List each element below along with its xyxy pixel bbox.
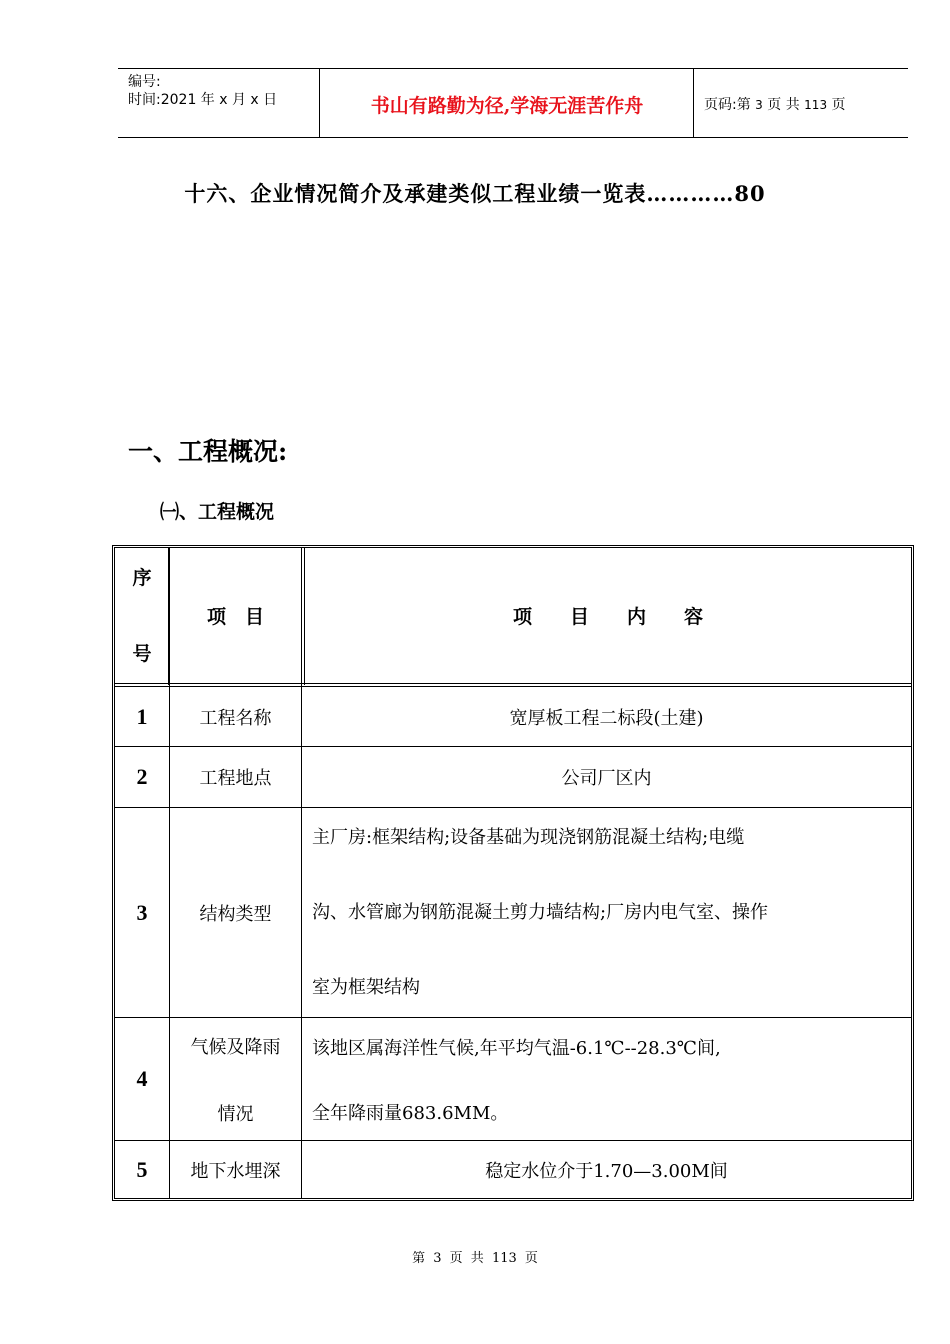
- row-number: 5: [136, 1156, 148, 1182]
- row-content-line: 室为框架结构: [312, 977, 420, 998]
- footer-prefix: 第: [412, 1251, 426, 1266]
- row-content: 稳定水位介于1.70—3.00M间: [485, 1160, 728, 1182]
- table-rule: [115, 1017, 911, 1018]
- page-total: 113: [804, 98, 828, 112]
- table-rule: [301, 548, 302, 1198]
- row-number: 3: [136, 899, 148, 925]
- row-content-line: 沟、水管廊为钢筋混凝土剪力墙结构;厂房内电气室、操作: [312, 902, 769, 923]
- row-item: 工程地点: [199, 768, 272, 789]
- row-item-line: 情况: [217, 1104, 254, 1125]
- page-suffix: 页: [831, 97, 846, 113]
- row-content-line: 该地区属海洋性气候,年平均气温-6.1℃--28.3℃间,: [312, 1038, 721, 1059]
- footer-total: 113: [491, 1251, 517, 1266]
- row-content-line: 全年降雨量683.6MM。: [312, 1103, 509, 1124]
- header-divider: [693, 69, 694, 137]
- header-page-info: [704, 94, 846, 114]
- header-item: 项 目: [206, 606, 264, 628]
- number-label: 编号:: [128, 74, 161, 90]
- page-number: 3: [755, 98, 763, 112]
- row-number: 4: [136, 1066, 148, 1091]
- table-rule: [115, 683, 911, 684]
- header-content: 项 目 内 容: [512, 606, 703, 628]
- header-meta: [128, 73, 277, 109]
- row-item: 结构类型: [199, 903, 272, 925]
- row-number: 2: [136, 764, 148, 789]
- row-number: 1: [136, 703, 148, 729]
- row-item-line: 气候及降雨: [190, 1037, 281, 1058]
- toc-line: 十六、企业情况简介及承建类似工程业绩一览表…………80: [184, 181, 766, 206]
- page-footer: [0, 1247, 950, 1266]
- row-item: 地下水埋深: [190, 1160, 281, 1182]
- header-seq-top: 序: [132, 566, 152, 589]
- page-prefix: 页码:第: [704, 97, 751, 113]
- time-label: 时间:2021 年 x 月 x 日: [128, 92, 278, 108]
- section-title: 一、工程概况:: [128, 437, 288, 466]
- footer-suffix: 页: [524, 1251, 538, 1266]
- header-seq-bottom: 号: [132, 642, 152, 665]
- page-header: [118, 68, 908, 138]
- page-mid: 页 共: [767, 97, 800, 113]
- footer-mid: 页 共: [449, 1251, 484, 1266]
- row-content-line: 主厂房:框架结构;设备基础为现浇钢筋混凝土结构;电缆: [312, 827, 745, 848]
- project-overview-table: [112, 545, 914, 1201]
- row-item: 工程名称: [199, 707, 272, 729]
- footer-page: 3: [433, 1251, 442, 1266]
- subsection-title: ㈠、工程概况: [160, 501, 275, 523]
- row-content: 公司厂区内: [561, 768, 652, 789]
- row-content: 宽厚板工程二标段(土建): [509, 707, 704, 729]
- header-motto: 书山有路勤为径,学海无涯苦作舟: [370, 95, 644, 117]
